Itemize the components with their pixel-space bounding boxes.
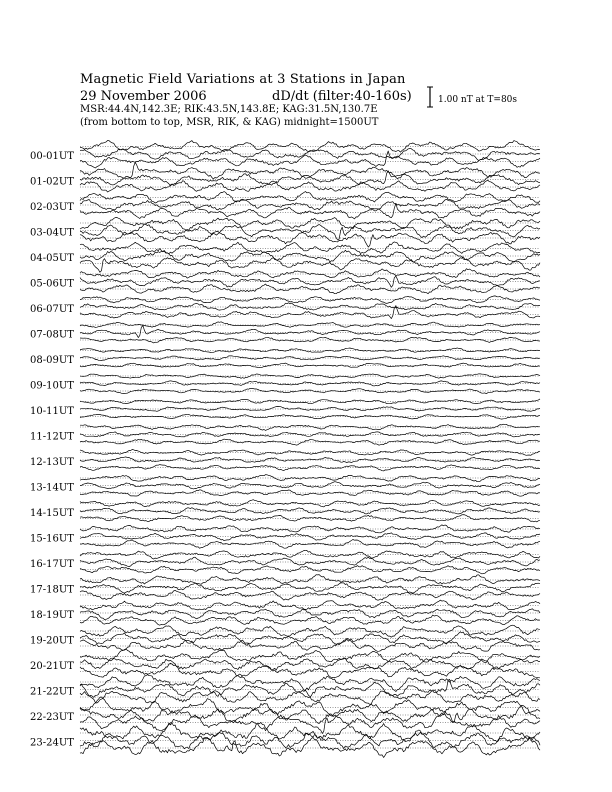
station-trace: [80, 284, 540, 294]
hour-row: [30, 424, 540, 445]
row-label: 18-19UT: [30, 610, 74, 621]
chart-title: Magnetic Field Variations at 3 Stations in Japan: [80, 72, 406, 87]
station-trace: [80, 424, 540, 430]
row-label: 10-11UT: [30, 406, 74, 417]
station-trace: [80, 363, 540, 368]
hour-row: [30, 551, 540, 574]
hour-rows: [30, 141, 540, 758]
hour-row: [30, 625, 540, 651]
station-trace: [80, 551, 540, 560]
hour-row: [30, 348, 540, 368]
station-trace: [80, 649, 540, 663]
station-trace: [80, 689, 540, 704]
station-trace: [80, 490, 540, 496]
station-trace: [80, 192, 540, 204]
station-trace: [80, 515, 540, 522]
row-label: 15-16UT: [30, 533, 74, 545]
hour-row: [30, 475, 540, 497]
station-trace: [80, 250, 540, 262]
station-coordinates: MSR:44.4N,142.3E; RIK:43.5N,143.8E; KAG:31.5N,130.7E: [80, 104, 378, 115]
station-trace: [80, 303, 540, 310]
hour-row: [30, 450, 540, 471]
row-label: 09-10UT: [30, 380, 74, 392]
row-label: 19-20UT: [30, 635, 74, 647]
row-label: 17-18UT: [30, 584, 74, 596]
station-trace: [80, 609, 540, 620]
hour-row: [30, 322, 540, 343]
station-trace: [80, 415, 540, 420]
station-trace: [80, 475, 540, 482]
row-label: 08-09UT: [30, 355, 74, 366]
station-trace: [80, 348, 540, 353]
row-label: 06-07UT: [30, 304, 74, 315]
row-label: 00-01UT: [30, 151, 74, 162]
station-trace: [80, 457, 540, 463]
row-label: 07-08UT: [30, 329, 74, 341]
station-trace: [80, 737, 540, 757]
station-trace: [80, 600, 540, 610]
station-trace: [80, 180, 540, 192]
station-trace: [80, 705, 540, 723]
chart-date: 29 November 2006: [80, 89, 207, 104]
hour-row: [30, 192, 540, 219]
row-label: 11-12UT: [30, 431, 74, 443]
station-trace: [80, 723, 540, 742]
hour-row: [30, 217, 540, 247]
station-trace: [80, 326, 540, 338]
station-trace: [80, 151, 540, 168]
hour-row: [30, 242, 540, 272]
station-trace: [80, 575, 540, 585]
row-label: 12-13UT: [30, 457, 74, 468]
station-trace: [80, 242, 540, 254]
row-label: 02-03UT: [30, 202, 74, 213]
station-trace: [80, 203, 540, 219]
row-label: 23-24UT: [30, 737, 74, 749]
row-label: 05-06UT: [30, 278, 74, 290]
hour-row: [30, 723, 540, 758]
row-label: 14-15UT: [30, 508, 74, 519]
station-trace: [80, 356, 540, 361]
chart-filter-label: dD/dt (filter:40-160s): [272, 89, 412, 104]
row-label: 13-14UT: [30, 482, 74, 494]
station-trace: [80, 583, 540, 593]
row-label: 03-04UT: [30, 227, 74, 239]
row-label: 21-22UT: [30, 686, 74, 698]
hour-row: [30, 697, 540, 734]
hour-row: [30, 600, 540, 625]
station-trace: [80, 540, 540, 549]
station-trace: [80, 615, 540, 625]
hour-row: [30, 500, 540, 522]
hour-row: [30, 269, 540, 294]
scale-bar-label: 1.00 nT at T=80s: [438, 95, 518, 105]
hour-row: [30, 674, 540, 704]
hour-row: [30, 296, 540, 319]
station-trace: [80, 674, 540, 691]
row-label: 20-21UT: [30, 661, 74, 672]
station-trace: [80, 231, 540, 247]
station-trace: [80, 713, 540, 734]
station-trace: [80, 322, 540, 328]
station-trace: [80, 465, 540, 471]
station-trace: [80, 269, 540, 278]
hour-row: [30, 141, 540, 169]
hour-row: [30, 374, 540, 394]
station-trace: [80, 533, 540, 541]
station-trace: [80, 697, 540, 716]
row-label: 04-05UT: [30, 253, 74, 264]
station-trace: [80, 500, 540, 507]
row-label: 22-23UT: [30, 712, 74, 723]
hour-row: [30, 649, 540, 678]
row-label: 01-02UT: [30, 176, 74, 188]
station-trace: [80, 224, 540, 240]
hour-row: [30, 162, 540, 192]
hour-row: [30, 575, 540, 601]
hour-row: [30, 399, 540, 419]
hour-row: [30, 525, 540, 549]
station-order-note: (from bottom to top, MSR, RIK, & KAG) midnight=1500UT: [80, 117, 379, 128]
row-label: 16-17UT: [30, 559, 74, 570]
station-trace: [80, 639, 540, 651]
station-trace: [80, 217, 540, 230]
